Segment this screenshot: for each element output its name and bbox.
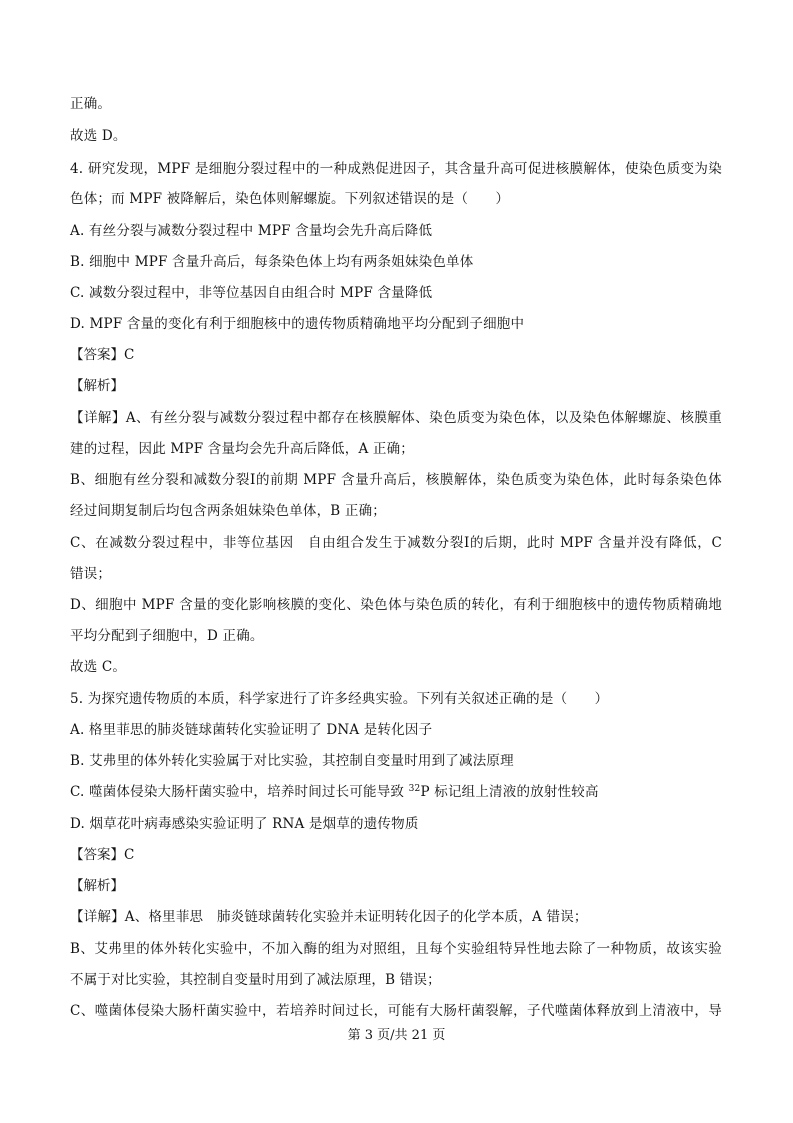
q4-option-d: D. MPF 含量的变化有利于细胞核中的遗传物质精确地平均分配到子细胞中 <box>70 316 525 332</box>
q5-detail-line: C、噬菌体侵染大肠杆菌实验中，若培养时间过长，可能有大肠杆菌裂解，子代噬菌体释放到上清液中，导 <box>70 1003 722 1019</box>
q4-option-c: C. 减数分裂过程中，非等位基因自由组合时 MPF 含量降低 <box>70 285 433 301</box>
q4-detail-line: 经过间期复制后均包含两条姐妹染色单体，B 正确； <box>70 503 387 519</box>
q3-choose-text: 故选 D。 <box>70 128 127 144</box>
q4-detail-line: D、细胞中 MPF 含量的变化影响核膜的变化、染色体与染色质的转化，有利于细胞核中的遗传物质精确地 <box>70 597 722 613</box>
q4-detail-line: 建的过程，因此 MPF 含量均会先升高后降低，A 正确； <box>70 441 414 457</box>
q4-detail-line: C、在减数分裂过程中，非等位基因 自由组合发生于减数分裂Ⅰ的后期，此时 MPF 含量并没有降低，C <box>70 535 722 551</box>
q5-option-b: B. 艾弗里的体外转化实验属于对比实验，其控制自变量时用到了减法原理 <box>70 753 514 769</box>
q5-analysis-heading: 【解析】 <box>70 878 124 894</box>
q4-choose-text: 故选 C。 <box>70 659 127 675</box>
q4-detail-line: 错误； <box>70 566 112 582</box>
q5-detail-line: B、艾弗里的体外转化实验中，不加入酶的组为对照组，且每个实验组特异性地去除了一种物质，故该实验 <box>70 941 722 957</box>
q5-option-c <box>70 783 599 801</box>
q4-stem-line2: 色体；而 MPF 被降解后，染色体则解螺旋。下列叙述错误的是（ ） <box>70 191 510 207</box>
page-number-footer: 第 3 页/共 21 页 <box>347 1028 446 1043</box>
q4-stem-line1: 4. 研究发现，MPF 是细胞分裂过程中的一种成熟促进因子，其含量升高可促进核膜解体，使染色质变为染 <box>70 161 722 177</box>
q4-answer: 【答案】C <box>70 347 135 363</box>
q5-option-d: D. 烟草花叶病毒感染实验证明了 RNA 是烟草的遗传物质 <box>70 816 419 832</box>
q4-detail-line: 平均分配到子细胞中，D 正确。 <box>70 628 264 644</box>
q5-answer: 【答案】C <box>70 847 135 863</box>
q5-option-c-post: P 标记组上清液的放射性较高 <box>420 784 599 800</box>
q5-option-c-pre: C. 噬菌体侵染大肠杆菌实验中，培养时间过长可能导致 <box>70 784 409 800</box>
q4-detail-line: 【详解】A、有丝分裂与减数分裂过程中都存在核膜解体、染色质变为染色体，以及染色体解螺旋、核膜重 <box>70 410 722 426</box>
q5-detail-line: 【详解】A、格里菲思 肺炎链球菌转化实验并未证明转化因子的化学本质，A 错误； <box>70 909 588 925</box>
q4-option-a: A. 有丝分裂与减数分裂过程中 MPF 含量均会先升高后降低 <box>70 223 433 239</box>
q5-option-a: A. 格里菲思的肺炎链球菌转化实验证明了 DNA 是转化因子 <box>70 722 433 738</box>
q5-stem: 5. 为探究遗传物质的本质，科学家进行了许多经典实验。下列有关叙述正确的是（ ） <box>70 691 609 707</box>
q4-option-b: B. 细胞中 MPF 含量升高后，每条染色体上均有两条姐妹染色单体 <box>70 254 474 270</box>
q4-analysis-heading: 【解析】 <box>70 378 124 394</box>
q5-detail-line: 不属于对比实验，其控制自变量时用到了减法原理，B 错误； <box>70 972 441 988</box>
q3-correct-text: 正确。 <box>70 96 112 112</box>
q4-detail-line: B、细胞有丝分裂和减数分裂Ⅰ的前期 MPF 含量升高后，核膜解体，染色质变为染色体，此时每条染色体 <box>70 472 722 488</box>
q5-option-c-isotope: 32 <box>408 784 421 794</box>
